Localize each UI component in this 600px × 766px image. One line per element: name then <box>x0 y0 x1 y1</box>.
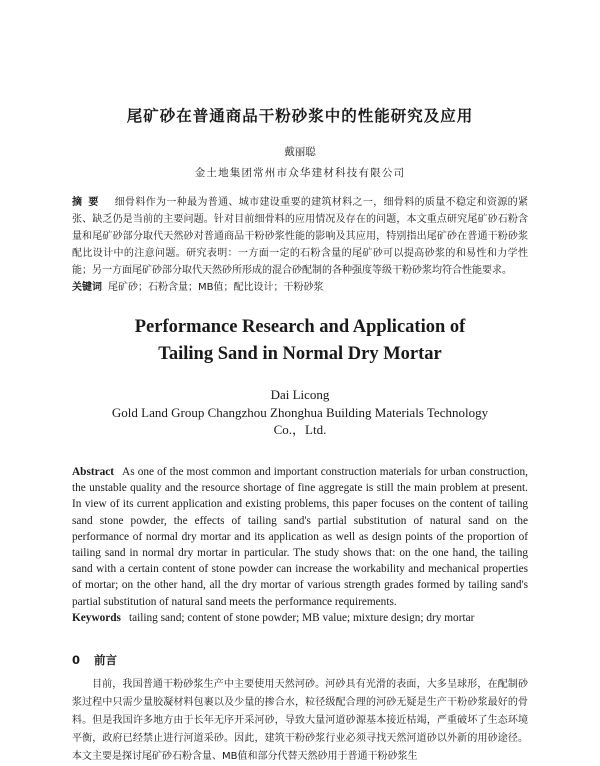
section-title: 前言 <box>94 652 118 667</box>
english-title-line-2: Tailing Sand in Normal Dry Mortar <box>158 344 442 364</box>
english-title <box>72 314 528 368</box>
chinese-keywords-label: 关键词 <box>72 282 102 293</box>
english-title-line-1: Performance Research and Application of <box>134 317 466 337</box>
english-keywords-label: Keywords <box>72 611 121 624</box>
chinese-abstract-label: 摘要 <box>72 197 105 208</box>
section-body: 目前，我国普通干粉砂浆生产中主要使用天然河砂。河砂具有光滑的表面，大多呈球形，在配制砂浆过程中只需少量胶凝材料包裹以及少量的掺合水，粒径级配合理的河砂无疑是生产干粉砂浆最好的骨料。但是我国许多地方由于长年无序开采河砂，导致大量河道砂源基本接近枯竭，严重破坏了生态环境平衡，政府已经禁止进行河道采砂。因此，建筑干粉砂浆行业必须寻找天然河道砂以外新的用砂途径。本文主要是探讨尾矿砂石粉含量、MB值和部分代替天然砂用于普通干粉砂浆生 <box>72 678 528 762</box>
english-affiliation-line-2: Co.，Ltd. <box>273 422 327 437</box>
chinese-abstract <box>72 194 528 279</box>
chinese-author: 戴丽聪 <box>284 146 316 158</box>
section-heading <box>72 652 528 668</box>
english-keywords <box>72 610 528 626</box>
english-affiliation-line-1: Gold Land Group Changzhou Zhonghua Building Materials Technology <box>111 405 489 420</box>
section-number: 0 <box>72 652 81 667</box>
chinese-keywords <box>72 279 528 296</box>
chinese-title: 尾矿砂在普通商品干粉砂浆中的性能研究及应用 <box>126 107 474 125</box>
english-abstract <box>72 464 528 610</box>
english-abstract-label: Abstract <box>72 466 115 478</box>
chinese-affiliation: 金土地集团常州市众华建材科技有限公司 <box>194 167 406 179</box>
english-affiliation <box>72 404 528 438</box>
chinese-keywords-text: 尾矿砂；石粉含量；MB值；配比设计；干粉砂浆 <box>108 282 324 293</box>
english-keywords-text: tailing sand; content of stone powder; MB value; mixture design; dry mortar <box>128 611 475 624</box>
english-author: Dai Licong <box>270 387 330 402</box>
chinese-abstract-text: 细骨料作为一种最为普通、城市建设重要的建筑材料之一，细骨料的质量不稳定和资源的紧张、缺乏仍是当前的主要问题。针对目前细骨料的应用情况及存在的问题，本文重点研究尾矿砂石粉含量和尾矿砂部分取代天然砂对普通商品干粉砂浆性能的影响及其应用，特别指出尾矿砂在普通干粉砂浆配比设计中的注意问题。研究表明：一方面一定的石粉含量的尾矿砂可以提高砂浆的和易性和力学性能；另一方面尾矿砂部分取代天然砂所形成的混合砂配制的各种强度等级干粉砂浆均符合性能要求。 <box>72 197 529 276</box>
english-abstract-text: As one of the most common and important construction materials for urban construction, the unstable quality and the resource shortage of fine aggregate is still the main problem at present. In view of its current application and existing problems, this paper focuses on the content of tailing sand stone powder, the effects of tailing sand's partial substitution of natural sand on the performance of normal dry mortar and its application as well as design points of the proportion of tailing sand in normal dry mortar in particular. The study shows that: on the one hand, the tailing sand with a certain content of stone powder can increase the workability and mechanical properties of mortar; on the other hand, all the dry mortar of various strength grades formed by tailing sand's partial substitution of natural sand meets the performance requirements. <box>72 466 528 608</box>
